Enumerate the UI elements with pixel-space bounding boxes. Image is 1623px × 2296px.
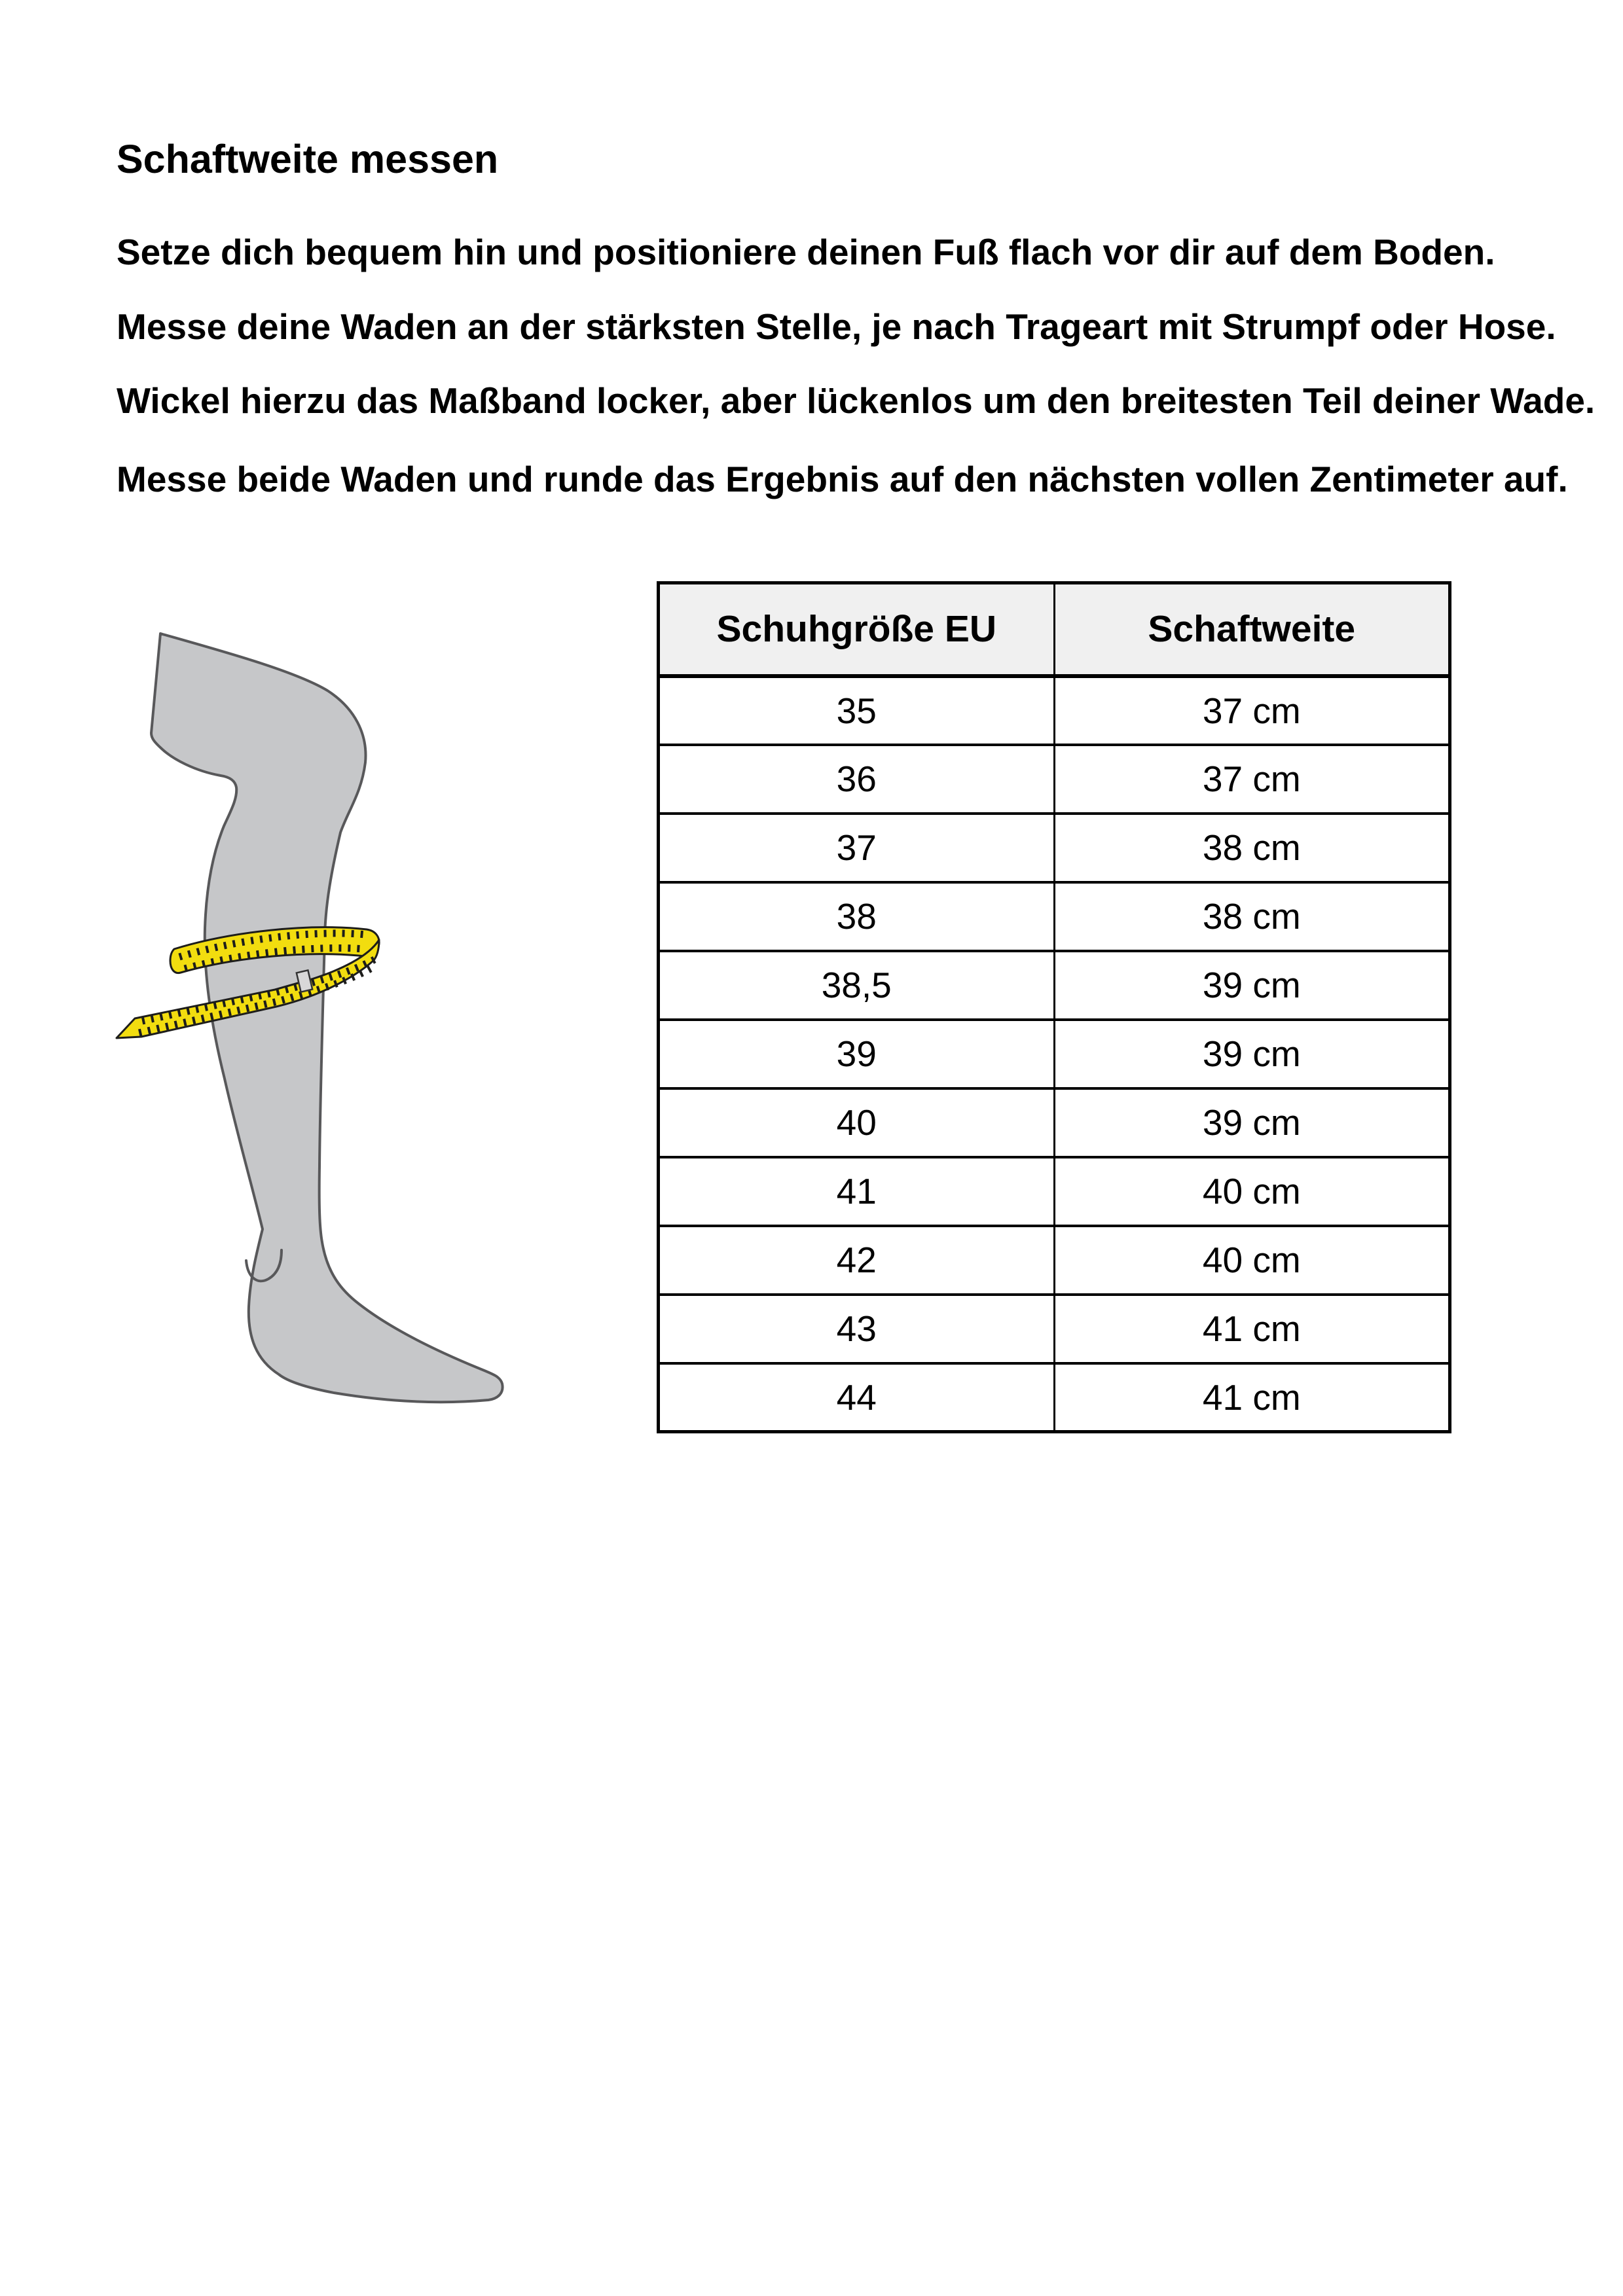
schaftweite-cell: 40 cm [1054, 1157, 1450, 1226]
shoe-size-cell: 39 [659, 1020, 1055, 1088]
table-row [659, 1363, 1450, 1432]
shoe-size-cell: 37 [659, 814, 1055, 882]
shoe-size-cell: 36 [659, 745, 1055, 814]
table-header-row [659, 583, 1450, 676]
shoe-size-cell: 38 [659, 882, 1055, 951]
instruction-line-1: Setze dich bequem hin und positioniere deinen Fuß flach vor dir auf dem Boden. [117, 232, 1495, 272]
schaftweite-cell: 37 cm [1054, 745, 1450, 814]
table-header-schaftweite: Schaftweite [1054, 583, 1450, 676]
instruction-line-4: Messe beide Waden und runde das Ergebnis auf den nächsten vollen Zentimeter auf. [117, 459, 1568, 499]
schaftweite-cell: 40 cm [1054, 1226, 1450, 1295]
schaftweite-cell: 39 cm [1054, 951, 1450, 1020]
shoe-size-cell: 43 [659, 1295, 1055, 1363]
instruction-line-3: Wickel hierzu das Maßband locker, aber lückenlos um den breitesten Teil deiner Wade. [117, 380, 1596, 421]
table-row [659, 1226, 1450, 1295]
table-row [659, 1157, 1450, 1226]
table-row [659, 1088, 1450, 1157]
shoe-size-cell: 44 [659, 1363, 1055, 1432]
page-title: Schaftweite messen [117, 136, 499, 181]
shoe-size-cell: 42 [659, 1226, 1055, 1295]
schaftweite-cell: 37 cm [1054, 676, 1450, 745]
schaftweite-cell: 39 cm [1054, 1020, 1450, 1088]
schaftweite-cell: 41 cm [1054, 1295, 1450, 1363]
size-table [657, 581, 1451, 1433]
table-row [659, 951, 1450, 1020]
shoe-size-cell: 41 [659, 1157, 1055, 1226]
shoe-size-cell: 35 [659, 676, 1055, 745]
leg-measurement-illustration [111, 622, 517, 1420]
schaftweite-cell: 38 cm [1054, 814, 1450, 882]
shoe-size-cell: 40 [659, 1088, 1055, 1157]
schaftweite-cell: 38 cm [1054, 882, 1450, 951]
shoe-size-cell: 38,5 [659, 951, 1055, 1020]
table-row [659, 676, 1450, 745]
table-row [659, 814, 1450, 882]
schaftweite-cell: 41 cm [1054, 1363, 1450, 1432]
table-row [659, 745, 1450, 814]
schaftweite-cell: 39 cm [1054, 1088, 1450, 1157]
instruction-line-2: Messe deine Waden an der stärksten Stelle, je nach Trageart mit Strumpf oder Hose. [117, 306, 1556, 347]
table-row [659, 1295, 1450, 1363]
table-header-shoe-size: Schuhgröße EU [659, 583, 1055, 676]
table-row [659, 882, 1450, 951]
table-row [659, 1020, 1450, 1088]
